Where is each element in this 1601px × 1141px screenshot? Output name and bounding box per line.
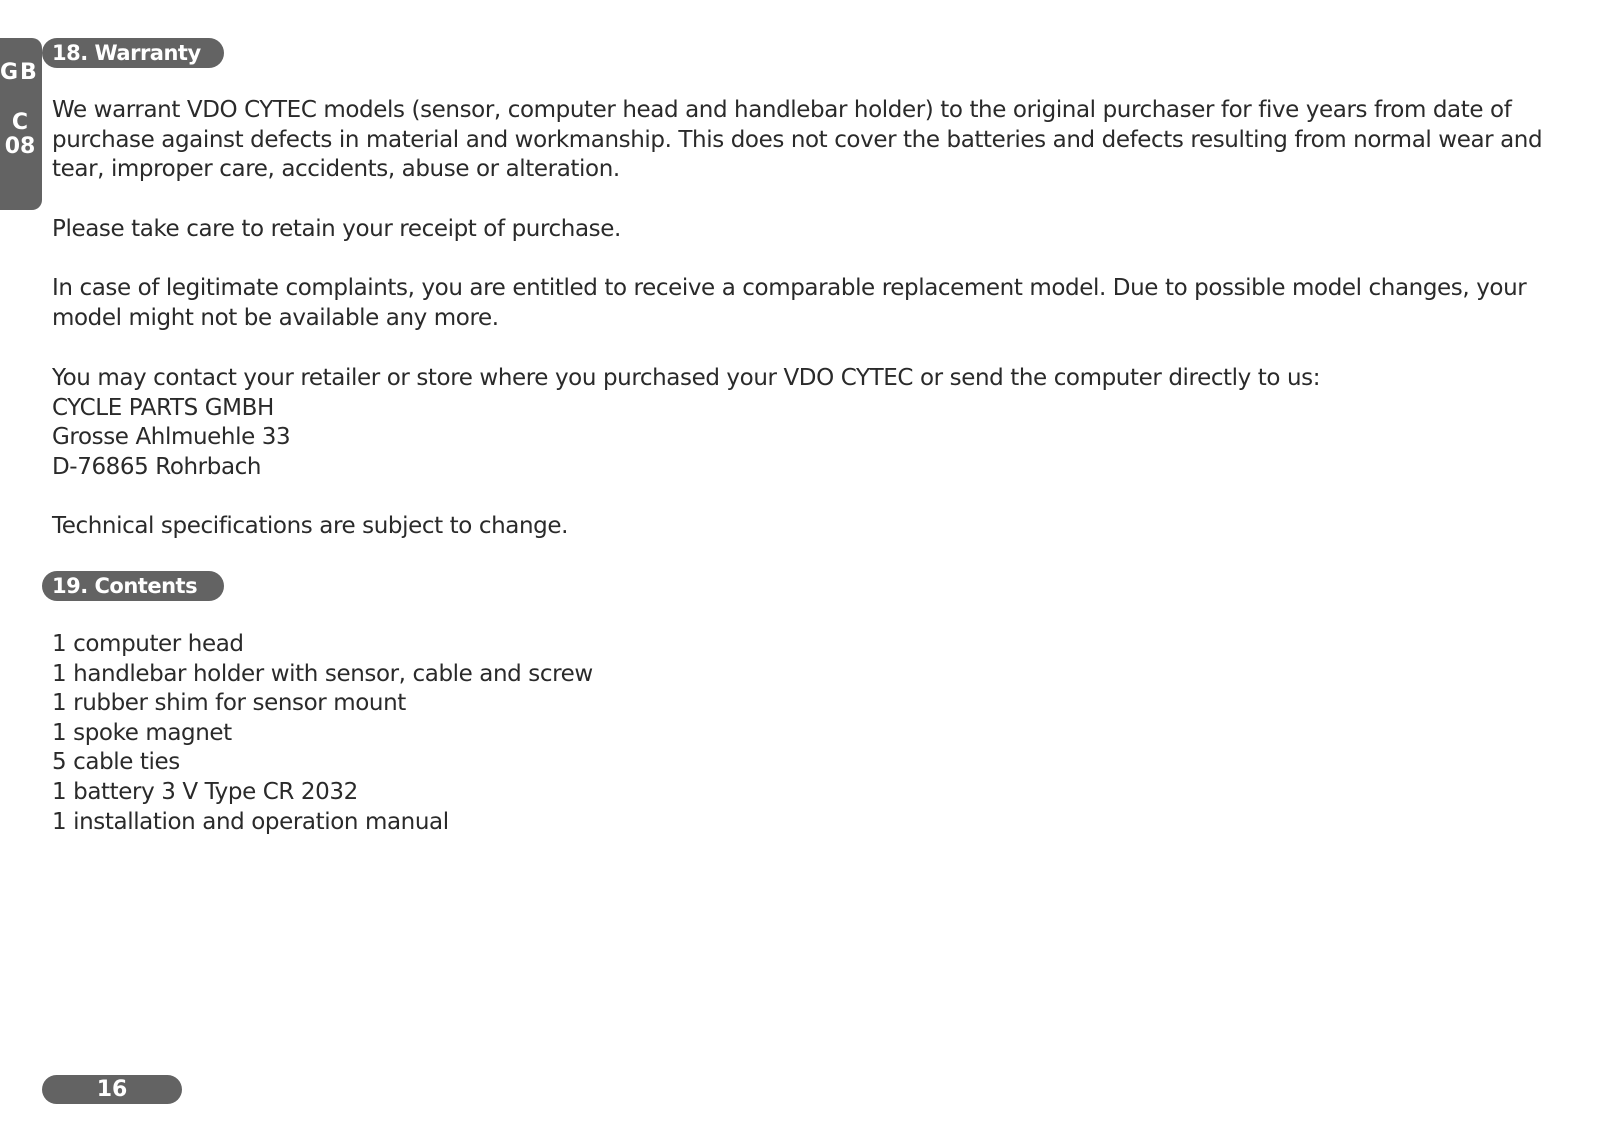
text-line: In case of legitimate complaints, you are entitled to receive a comparable replacement model. Due to possible model changes, your [52, 275, 1527, 301]
list-item: 1 installation and operation manual [52, 808, 449, 835]
text-line: We warrant VDO CYTEC models (sensor, computer head and handlebar holder) to the original purchaser for five years from date of [52, 97, 1512, 123]
model-letter: C [11, 110, 29, 135]
list-item: 1 rubber shim for sensor mount [52, 690, 406, 717]
warranty-paragraph-contact [52, 364, 1532, 482]
warranty-paragraph-replacement [52, 274, 1532, 333]
page-number: 16 [42, 1075, 182, 1104]
text-line: model might not be available any more. [52, 304, 499, 331]
warranty-paragraph-specs [52, 512, 1532, 542]
contents-heading: 19. Contents [42, 571, 224, 601]
list-item: 1 spoke magnet [52, 719, 232, 746]
text-line: purchase against defects in material and workmanship. This does not cover the batteries and defects resulting from normal wear and [52, 126, 1543, 153]
model-number: 08 [4, 134, 36, 159]
list-item: 1 battery 3 V Type CR 2032 [52, 778, 358, 805]
company-name: CYCLE PARTS GMBH [52, 394, 274, 421]
warranty-heading: 18. Warranty [42, 38, 224, 68]
list-item: 1 computer head [52, 631, 244, 657]
text-line: You may contact your retailer or store where you purchased your VDO CYTEC or send the computer directly to us: [52, 365, 1321, 391]
list-item: 5 cable ties [52, 749, 180, 776]
model-code [0, 111, 40, 159]
list-item: 1 handlebar holder with sensor, cable and screw [52, 660, 593, 687]
company-street: Grosse Ahlmuehle 33 [52, 424, 291, 451]
text-line: Technical specifications are subject to change. [52, 513, 569, 539]
language-tab [0, 38, 42, 210]
warranty-paragraph-receipt [52, 215, 1532, 245]
text-line: tear, improper care, accidents, abuse or alteration. [52, 156, 620, 183]
text-line: Please take care to retain your receipt of purchase. [52, 216, 621, 242]
warranty-paragraph-terms [52, 96, 1543, 185]
company-city: D-76865 Rohrbach [52, 453, 262, 480]
language-code: GB [0, 60, 39, 85]
contents-list [52, 630, 593, 837]
